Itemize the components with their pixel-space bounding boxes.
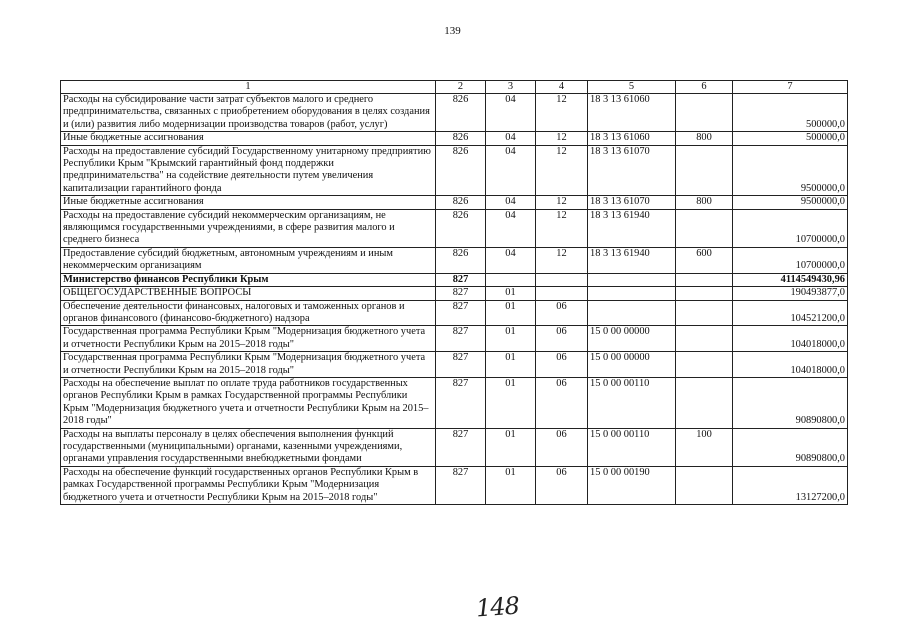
- cell-vr: [676, 300, 733, 326]
- table-row: [61, 273, 848, 286]
- cell-rz: 01: [486, 352, 536, 378]
- header-cell: 7: [733, 81, 848, 94]
- cell-sum: 500000,0: [733, 94, 848, 132]
- cell-sum: 10700000,0: [733, 247, 848, 273]
- cell-rz: 01: [486, 428, 536, 466]
- cell-pr: [536, 287, 588, 300]
- cell-pr: [536, 273, 588, 286]
- cell-sum: 4114549430,96: [733, 273, 848, 286]
- cell-name: Иные бюджетные ассигнования: [61, 132, 436, 145]
- cell-csr: 18 3 13 61940: [588, 247, 676, 273]
- cell-vr: [676, 209, 733, 247]
- cell-rz: 04: [486, 132, 536, 145]
- cell-name: Расходы на предоставление субсидий Государственному унитарному предприятию Республики Крым "Крымский гарантийный фонд поддержки предпринимательства" на содействие деятельности путем увеличения капитализации гарантийного фонда: [61, 145, 436, 196]
- cell-pr: 12: [536, 209, 588, 247]
- cell-pr: 12: [536, 132, 588, 145]
- table-row: [61, 466, 848, 504]
- cell-ved: 826: [436, 94, 486, 132]
- cell-pr: 06: [536, 326, 588, 352]
- cell-name: Расходы на обеспечение выплат по оплате труда работников государственных органов Республики Крым в рамках Государственной программы Республики Крым "Модернизация бюджетного учета и отчетности Республики Крым на 2015–2018 годы": [61, 377, 436, 428]
- cell-name: Обеспечение деятельности финансовых, налоговых и таможенных органов и органов финансового (финансово-бюджетного) надзора: [61, 300, 436, 326]
- table-row: [61, 300, 848, 326]
- cell-sum: 104018000,0: [733, 326, 848, 352]
- cell-vr: [676, 352, 733, 378]
- cell-vr: 600: [676, 247, 733, 273]
- cell-ved: 827: [436, 326, 486, 352]
- cell-vr: [676, 377, 733, 428]
- cell-sum: 104018000,0: [733, 352, 848, 378]
- cell-csr: 18 3 13 61060: [588, 132, 676, 145]
- cell-csr: 18 3 13 61940: [588, 209, 676, 247]
- cell-sum: 13127200,0: [733, 466, 848, 504]
- cell-sum: 10700000,0: [733, 209, 848, 247]
- cell-name: Предоставление субсидий бюджетным, автономным учреждениям и иным некоммерческим организациям: [61, 247, 436, 273]
- cell-csr: 18 3 13 61070: [588, 196, 676, 209]
- table-row: [61, 287, 848, 300]
- cell-csr: 18 3 13 61070: [588, 145, 676, 196]
- cell-ved: 826: [436, 196, 486, 209]
- cell-csr: [588, 287, 676, 300]
- cell-vr: [676, 94, 733, 132]
- cell-name: Министерство финансов Республики Крым: [61, 273, 436, 286]
- cell-ved: 827: [436, 287, 486, 300]
- cell-rz: 04: [486, 209, 536, 247]
- cell-csr: 15 0 00 00190: [588, 466, 676, 504]
- cell-pr: 12: [536, 94, 588, 132]
- cell-csr: [588, 300, 676, 326]
- cell-rz: 04: [486, 94, 536, 132]
- cell-vr: [676, 326, 733, 352]
- cell-csr: 15 0 00 00000: [588, 326, 676, 352]
- cell-pr: 06: [536, 352, 588, 378]
- cell-sum: 90890800,0: [733, 428, 848, 466]
- cell-ved: 826: [436, 247, 486, 273]
- table-row: [61, 377, 848, 428]
- cell-name: Государственная программа Республики Крым "Модернизация бюджетного учета и отчетности Республики Крым на 2015–2018 годы": [61, 326, 436, 352]
- cell-csr: 18 3 13 61060: [588, 94, 676, 132]
- cell-pr: 06: [536, 428, 588, 466]
- cell-pr: 06: [536, 300, 588, 326]
- table-row: [61, 428, 848, 466]
- cell-ved: 827: [436, 300, 486, 326]
- page-number: 139: [444, 25, 461, 37]
- cell-rz: 01: [486, 326, 536, 352]
- cell-vr: 800: [676, 196, 733, 209]
- cell-ved: 827: [436, 352, 486, 378]
- header-cell: 1: [61, 81, 436, 94]
- cell-sum: 104521200,0: [733, 300, 848, 326]
- cell-sum: 190493877,0: [733, 287, 848, 300]
- table-header-row: [61, 81, 848, 94]
- cell-csr: 15 0 00 00000: [588, 352, 676, 378]
- cell-rz: 01: [486, 466, 536, 504]
- cell-csr: 15 0 00 00110: [588, 377, 676, 428]
- table-row: [61, 247, 848, 273]
- cell-vr: 800: [676, 132, 733, 145]
- cell-pr: 12: [536, 196, 588, 209]
- cell-sum: 500000,0: [733, 132, 848, 145]
- cell-ved: 826: [436, 145, 486, 196]
- cell-rz: 01: [486, 287, 536, 300]
- cell-csr: [588, 273, 676, 286]
- header-cell: 2: [436, 81, 486, 94]
- table-row: [61, 94, 848, 132]
- table-row: [61, 352, 848, 378]
- handwritten-page-number: 148: [475, 591, 520, 623]
- cell-name: Расходы на обеспечение функций государственных органов Республики Крым в рамках Государственной программы Республики Крым "Модернизация бюджетного учета и отчетности Республики Крым на 2015–2018 годы": [61, 466, 436, 504]
- header-cell: 5: [588, 81, 676, 94]
- cell-name: Расходы на предоставление субсидий некоммерческим организациям, не являющимся государственными учреждениями, в сфере развития малого и среднего бизнеса: [61, 209, 436, 247]
- cell-rz: 04: [486, 196, 536, 209]
- budget-table: [60, 80, 848, 505]
- cell-name: Иные бюджетные ассигнования: [61, 196, 436, 209]
- cell-pr: 06: [536, 466, 588, 504]
- table-row: [61, 132, 848, 145]
- cell-pr: 12: [536, 145, 588, 196]
- cell-vr: [676, 287, 733, 300]
- cell-ved: 826: [436, 209, 486, 247]
- table-row: [61, 145, 848, 196]
- cell-vr: 100: [676, 428, 733, 466]
- cell-name: Расходы на субсидирование части затрат субъектов малого и среднего предпринимательства, связанных с приобретением оборудования в целях создания и (или) развития либо модернизации производства товаров (работ, услуг): [61, 94, 436, 132]
- cell-rz: 04: [486, 247, 536, 273]
- cell-sum: 90890800,0: [733, 377, 848, 428]
- cell-name: ОБЩЕГОСУДАРСТВЕННЫЕ ВОПРОСЫ: [61, 287, 436, 300]
- cell-ved: 826: [436, 132, 486, 145]
- cell-vr: [676, 145, 733, 196]
- table-row: [61, 209, 848, 247]
- table-row: [61, 326, 848, 352]
- cell-csr: 15 0 00 00110: [588, 428, 676, 466]
- cell-rz: 04: [486, 145, 536, 196]
- cell-vr: [676, 466, 733, 504]
- cell-pr: 12: [536, 247, 588, 273]
- cell-rz: 01: [486, 377, 536, 428]
- cell-ved: 827: [436, 273, 486, 286]
- cell-name: Государственная программа Республики Крым "Модернизация бюджетного учета и отчетности Республики Крым на 2015–2018 годы": [61, 352, 436, 378]
- cell-ved: 827: [436, 377, 486, 428]
- cell-rz: 01: [486, 300, 536, 326]
- cell-sum: 9500000,0: [733, 145, 848, 196]
- header-cell: 6: [676, 81, 733, 94]
- cell-pr: 06: [536, 377, 588, 428]
- cell-sum: 9500000,0: [733, 196, 848, 209]
- table-row: [61, 196, 848, 209]
- cell-rz: [486, 273, 536, 286]
- header-cell: 4: [536, 81, 588, 94]
- cell-name: Расходы на выплаты персоналу в целях обеспечения выполнения функций государственными (муниципальными) органами, казенными учреждениями, органами управления государственными внебюджетными фондами: [61, 428, 436, 466]
- header-cell: 3: [486, 81, 536, 94]
- cell-ved: 827: [436, 428, 486, 466]
- cell-vr: [676, 273, 733, 286]
- cell-ved: 827: [436, 466, 486, 504]
